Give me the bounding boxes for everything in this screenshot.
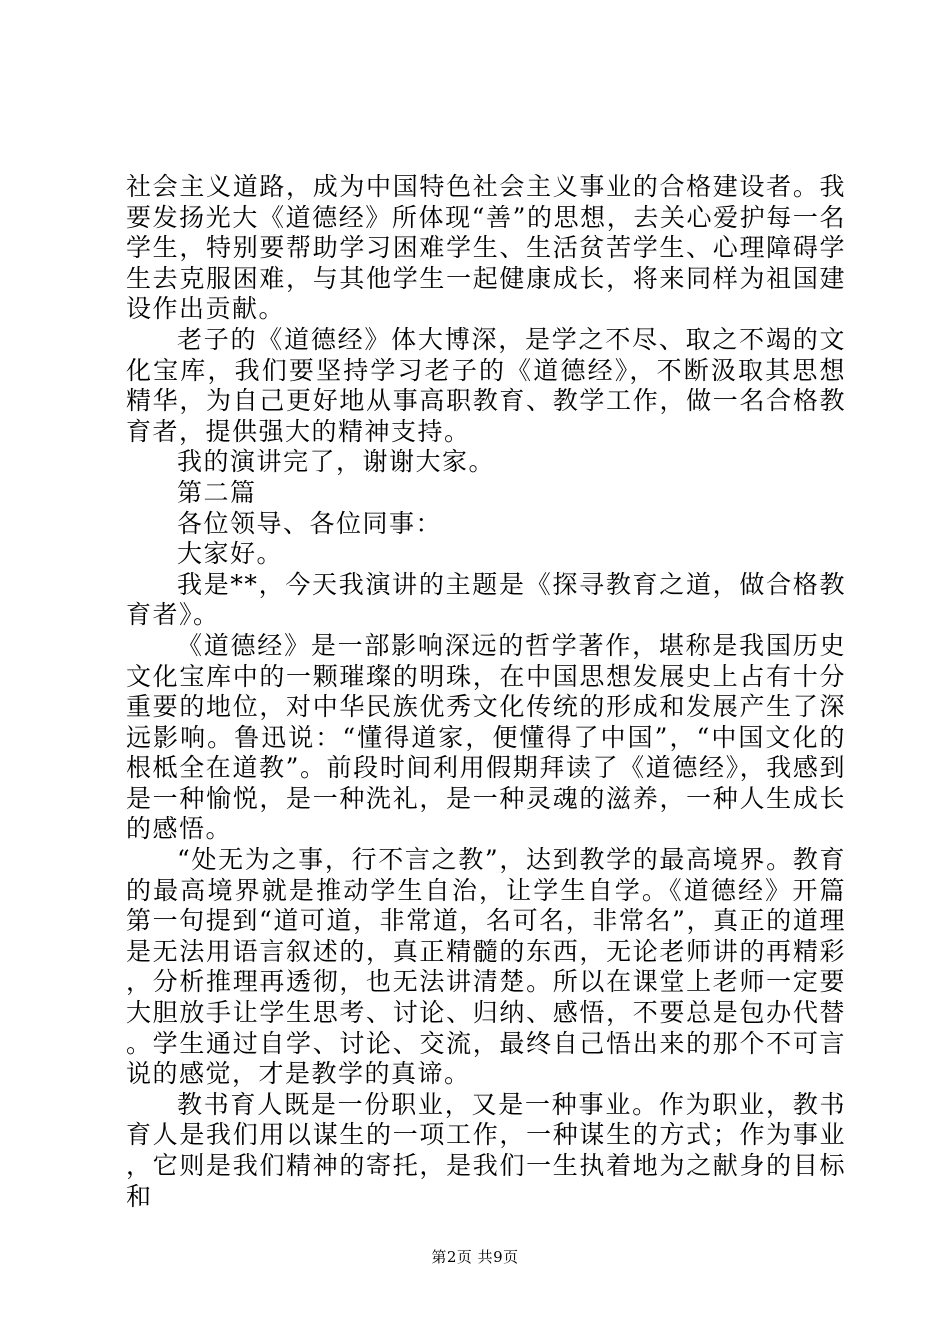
paragraph-3: 我的演讲完了，谢谢大家。 bbox=[177, 447, 496, 477]
section-heading: 第二篇 bbox=[177, 477, 257, 507]
paragraph-9: “处无为之事，行不言之教”，达到教学的最高境界。教育的最高境界就是推动学生自治，让学生自学。《道德经》开篇第一句提到“道可道，非常道，名可名，非常名”，真正的道理是无法用语言叙述的，真正精髓的东西，无论老师讲的再精彩，分析推理再透彻，也无法讲清楚。所以在课堂上老师一定要大胆放手让学生思考、讨论、归纳、感悟，不要总是包办代替。学生通过自学、讨论、交流，最终自己悟出来的那个不可言说的感觉，才是教学的真谛。 bbox=[126, 845, 846, 1089]
page-number: 第2页 共9页 bbox=[431, 1248, 519, 1266]
document-body bbox=[126, 172, 846, 1212]
salutation: 各位领导、各位同事： bbox=[177, 508, 443, 538]
paragraph-8: 《道德经》是一部影响深远的哲学著作，堪称是我国历史文化宝库中的一颗璀璨的明珠，在中国思想发展史上占有十分重要的地位，对中华民族优秀文化传统的形成和发展产生了深远影响。鲁迅说：“懂得道家，便懂得了中国”，“中国文化的根柢全在道教”。前段时间利用假期拜读了《道德经》，我感到是一种愉悦，是一种洗礼，是一种灵魂的滋养，一种人生成长的感悟。 bbox=[126, 630, 846, 844]
greeting: 大家好。 bbox=[177, 539, 284, 569]
paragraph-10: 教书育人既是一份职业，又是一种事业。作为职业，教书育人是我们用以谋生的一项工作，一种谋生的方式；作为事业，它则是我们精神的寄托，是我们一生执着地为之献身的目标和 bbox=[126, 1089, 846, 1211]
paragraph-1: 社会主义道路，成为中国特色社会主义事业的合格建设者。我要发扬光大《道德经》所体现“善”的思想，去关心爱护每一名学生，特别要帮助学习困难学生、生活贫苦学生、心理障碍学生去克服困难，与其他学生一起健康成长，将来同样为祖国建设作出贡献。 bbox=[126, 172, 846, 324]
paragraph-7: 我是**，今天我演讲的主题是《探寻教育之道，做合格教育者》。 bbox=[126, 569, 846, 630]
paragraph-2: 老子的《道德经》体大博深，是学之不尽、取之不竭的文化宝库，我们要坚持学习老子的《道德经》，不断汲取其思想精华，为自己更好地从事高职教育、教学工作，做一名合格教育者，提供强大的精神支持。 bbox=[126, 324, 846, 446]
